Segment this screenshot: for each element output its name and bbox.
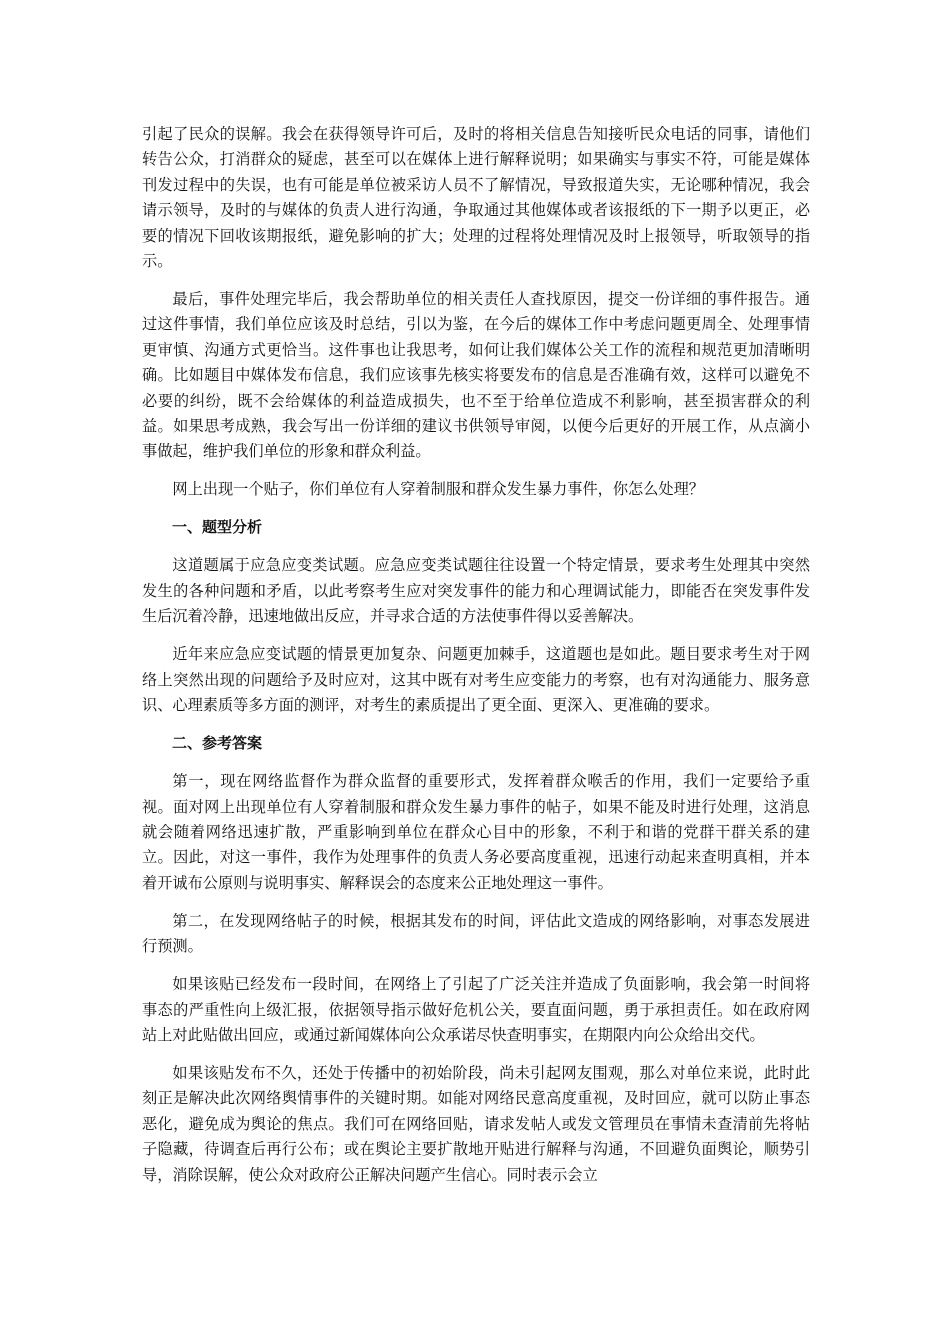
document-page — [142, 122, 810, 1201]
paragraph-answer-3: 如果该贴已经发布一段时间，在网络上了引起了广泛关注并造成了负面影响，我会第一时间将事态的严重性向上级汇报，依据领导指示做好危机公关，要直面问题，勇于承担责任。如在政府网站上对此贴做出回应，或通过新闻媒体向公众承诺尽快查明事实，在期限内向公众给出交代。 — [142, 975, 810, 1044]
paragraph-analysis-2: 近年来应急应变试题的情景更加复杂、问题更加棘手，这道题也是如此。题目要求考生对于网络上突然出现的问题给予及时应对，这其中既有对考生应变能力的考察，也有对沟通能力、服务意识、心理素质等多方面的测评，对考生的素质提出了更全面、更深入、更准确的要求。 — [142, 645, 810, 715]
paragraph-analysis-1: 这道题属于应急应变类试题。应急应变类试题往往设置一个特定情景，要求考生处理其中突然发生的各种问题和矛盾，以此考察考生应对突发事件的能力和心理调试能力，即能否在突发事件发生后沉着冷静，迅速地做出反应，并寻求合适的方法使事件得以妥善解决。 — [142, 556, 810, 626]
paragraph-1: 引起了民众的误解。我会在获得领导许可后，及时的将相关信息告知接听民众电话的同事，请他们转告公众，打消群众的疑虑，甚至可以在媒体上进行解释说明；如果确实与事实不符，可能是媒体刊发过程中的失误，也有可能是单位被采访人员不了解情况，导致报道失实，无论哪种情况，我会请示领导，及时的与媒体的负责人进行沟通，争取通过其他媒体或者该报纸的下一期予以更正，必要的情况下回收该期报纸，避免影响的扩大；处理的过程将处理情况及时上报领导，听取领导的指示。 — [142, 125, 810, 271]
paragraph-2: 最后，事件处理完毕后，我会帮助单位的相关责任人查找原因，提交一份详细的事件报告。通过这件事情，我们单位应该及时总结，引以为鉴，在今后的媒体工作中考虑问题更周全、处理事情更审慎、沟通方式更恰当。这件事也让我思考，如何让我们媒体公关工作的流程和规范更加清晰明确。比如题目中媒体发布信息，我们应该事先核实将要发布的信息是否准确有效，这样可以避免不必要的纠纷，既不会给媒体的利益造成损失，也不至于给单位造成不利影响，甚至损害群众的利益。如果思考成熟，我会写出一份详细的建议书供领导审阅，以便今后更好的开展工作，从点滴小事做起，维护我们单位的形象和群众利益。 — [142, 290, 810, 461]
paragraph-answer-4: 如果该贴发布不久，还处于传播中的初始阶段，尚未引起网友围观，那么对单位来说，此时此刻正是解决此次网络舆情事件的关键时期。如能对网络民意高度重视，及时回应，就可以防止事态恶化，避免成为舆论的焦点。我们可在网络回贴，请求发帖人或发文管理员在事情未查清前先将帖子隐藏，待调查后再行公布；或在舆论主要扩散地开贴进行解释与沟通，不回避负面舆论，顺势引导，消除误解，使公众对政府公正解决问题产生信心。同时表示会立 — [142, 1063, 810, 1184]
paragraph-answer-1: 第一，现在网络监督作为群众监督的重要形式，发挥着群众喉舌的作用，我们一定要给予重视。面对网上出现单位有人穿着制服和群众发生暴力事件的帖子，如果不能及时进行处理，这消息就会随着网络迅速扩散，严重影响到单位在群众心目中的形象，不利于和谐的党群干群关系的建立。因此，对这一事件，我作为处理事件的负责人务必要高度重视，迅速行动起来查明真相，并本着开诚布公原则与说明事实、解释误会的态度来公正地处理这一事件。 — [142, 772, 810, 892]
section-heading-answer: 二、参考答案 — [172, 734, 263, 753]
question-paragraph: 网上出现一个贴子，你们单位有人穿着制服和群众发生暴力事件，你怎么处理？ — [172, 480, 704, 499]
paragraph-answer-2: 第二，在发现网络帖子的时候，根据其发布的时间，评估此文造成的网络影响，对事态发展进行预测。 — [142, 911, 810, 956]
section-heading-analysis: 一、题型分析 — [172, 518, 263, 537]
